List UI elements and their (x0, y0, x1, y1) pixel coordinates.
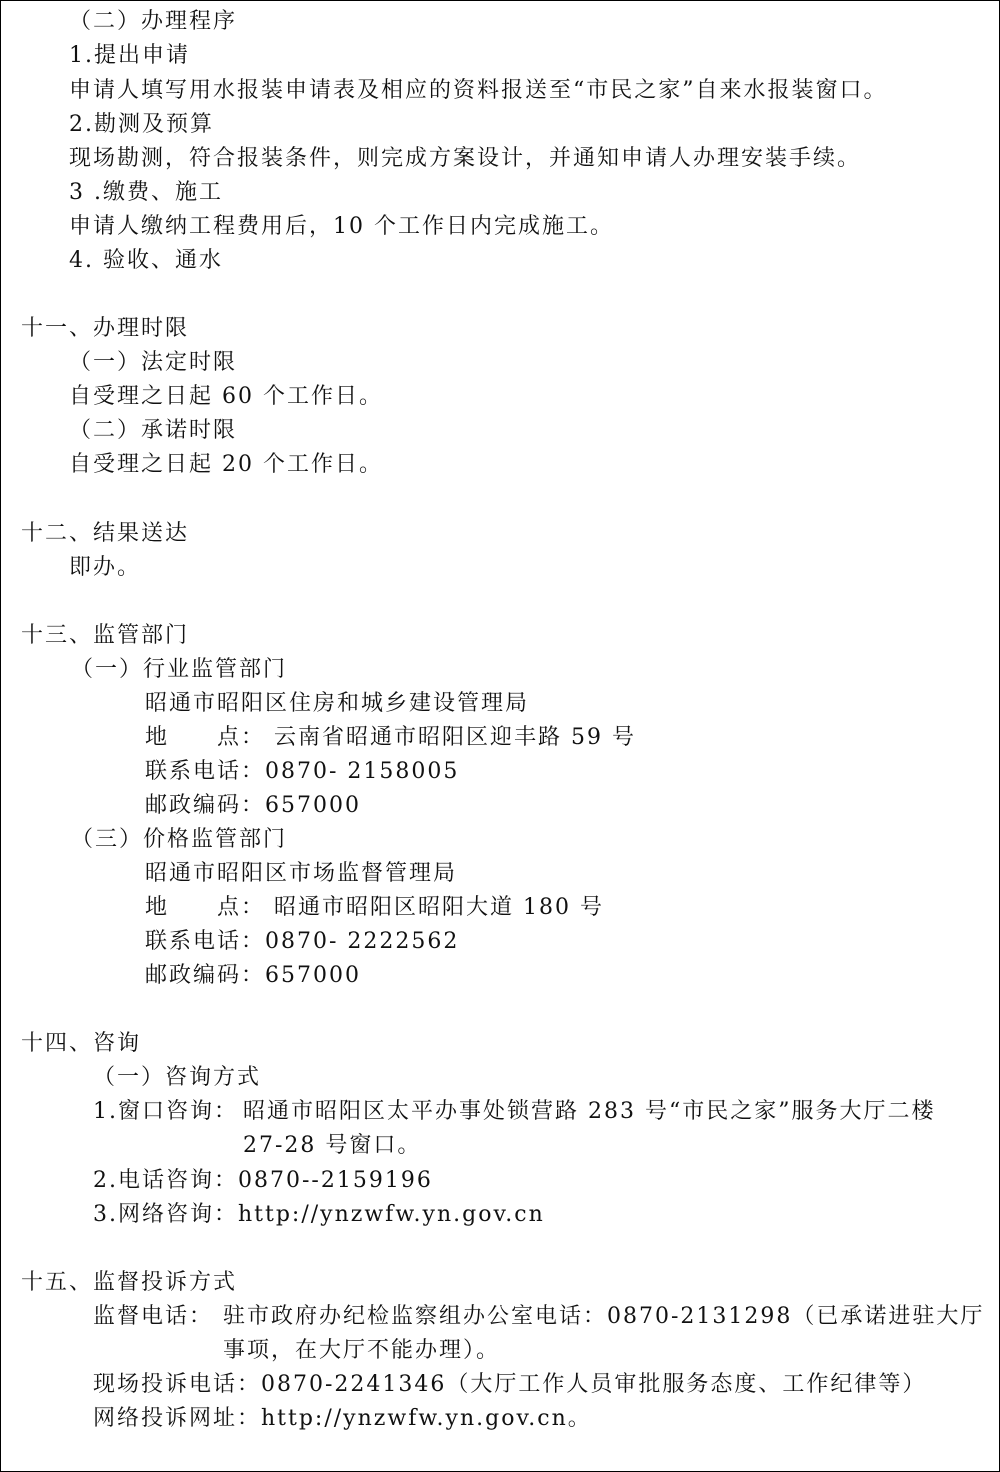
industry-dept-label: （一）行业监管部门 (71, 657, 288, 682)
delivery-heading: 十二、结果送达 (21, 521, 190, 546)
step2-text: 现场勘测，符合报装条件，则完成方案设计，并通知申请人办理安装手续。 (69, 146, 862, 171)
web-complaint-url: 网络投诉网址：http://ynzwfw.yn.gov.cn。 (93, 1406, 592, 1431)
step2-title: 2.勘测及预算 (69, 112, 214, 137)
delivery-text: 即办。 (69, 555, 142, 580)
promise-limit-text: 自受理之日起 20 个工作日。 (69, 452, 383, 477)
complaint-phone-label: 监督电话： (93, 1304, 214, 1329)
step3-text: 申请人缴纳工程费用后，10 个工作日内完成施工。 (69, 214, 614, 239)
window-consult-text-cont: 27-28 号窗口。 (243, 1133, 422, 1158)
step4-title: 4. 验收、通水 (69, 248, 223, 273)
industry-dept-address: 地 点： 云南省昭通市昭阳区迎丰路 59 号 (145, 725, 636, 750)
window-consult-text: 昭通市昭阳区太平办事处锁营路 283 号“市民之家”服务大厅二楼 (243, 1099, 936, 1124)
price-dept-postcode: 邮政编码：657000 (145, 963, 361, 988)
price-dept-label: （三）价格监管部门 (71, 827, 288, 852)
industry-dept-phone: 联系电话：0870- 2158005 (145, 759, 460, 784)
price-dept-address: 地 点： 昭通市昭阳区昭阳大道 180 号 (145, 895, 604, 920)
procedure-heading: （二）办理程序 (69, 9, 238, 34)
industry-dept-postcode: 邮政编码：657000 (145, 793, 361, 818)
onsite-complaint-phone: 现场投诉电话：0870-2241346（大厅工作人员审批服务态度、工作纪律等） (93, 1372, 927, 1397)
complaint-heading: 十五、监督投诉方式 (21, 1270, 238, 1295)
step1-title: 1.提出申请 (69, 43, 190, 68)
web-consult: 3.网络咨询：http://ynzwfw.yn.gov.cn (93, 1202, 545, 1227)
consult-heading: 十四、咨询 (21, 1031, 142, 1056)
consult-method-label: （一）咨询方式 (93, 1065, 262, 1090)
complaint-phone-text: 驻市政府办纪检监察组办公室电话：0870-2131298（已承诺进驻大厅 (223, 1304, 985, 1329)
time-limit-heading: 十一、办理时限 (21, 316, 190, 341)
price-dept-name: 昭通市昭阳区市场监督管理局 (145, 861, 458, 886)
legal-limit-text: 自受理之日起 60 个工作日。 (69, 384, 383, 409)
complaint-phone-text-cont: 事项，在大厅不能办理）。 (223, 1338, 501, 1363)
industry-dept-name: 昭通市昭阳区住房和城乡建设管理局 (145, 691, 530, 716)
price-dept-phone: 联系电话：0870- 2222562 (145, 929, 460, 954)
supervision-heading: 十三、监管部门 (21, 623, 190, 648)
promise-limit-label: （二）承诺时限 (69, 418, 238, 443)
phone-consult: 2.电话咨询：0870--2159196 (93, 1168, 433, 1193)
step3-title: 3 .缴费、施工 (69, 180, 223, 205)
window-consult-label: 1.窗口咨询： (93, 1099, 238, 1124)
legal-limit-label: （一）法定时限 (69, 350, 238, 375)
step1-text: 申请人填写用水报装申请表及相应的资料报送至“市民之家”自来水报装窗口。 (69, 78, 888, 103)
